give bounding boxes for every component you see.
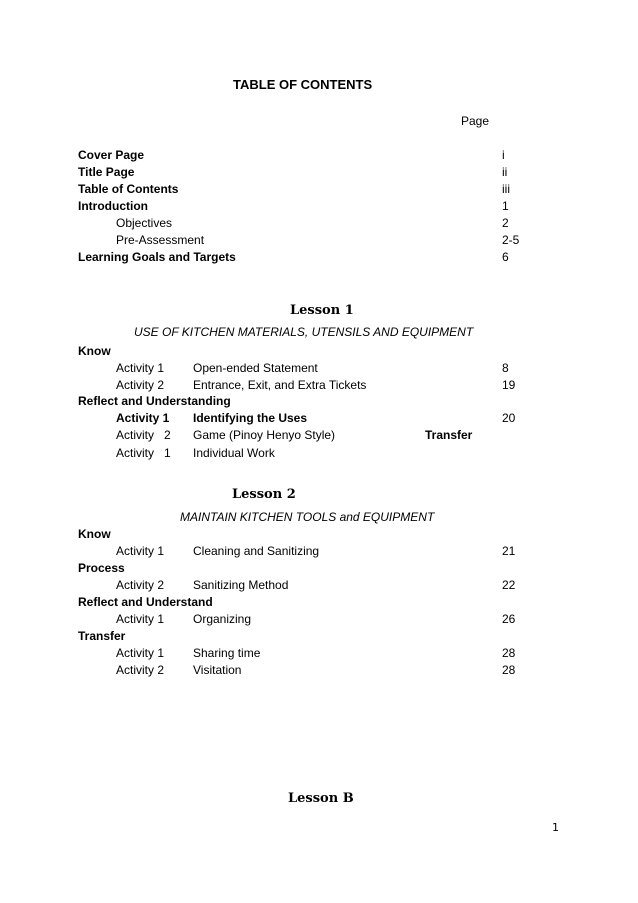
lesson-2-transfer-activity-label: Activity 1 xyxy=(116,646,165,660)
toc-entry-learning-goals: Learning Goals and Targets xyxy=(78,250,236,264)
toc-entry-title-page: Title Page xyxy=(78,165,135,179)
lesson-2-know-activity-label: Activity 1 xyxy=(116,544,165,558)
lesson-2-reflect-heading: Reflect and Understand xyxy=(78,595,213,609)
lesson-2-process-activity-label: Activity 2 xyxy=(116,578,165,592)
toc-entry-pre-assessment: Pre-Assessment xyxy=(116,233,205,247)
lesson-2-know-activity-name: Cleaning and Sanitizing xyxy=(193,544,320,558)
lesson-1-reflect-activity-name: Individual Work xyxy=(193,446,275,460)
toc-entry-table-of-contents: Table of Contents xyxy=(78,182,179,196)
lesson-2-know-heading: Know xyxy=(78,527,111,541)
lesson-2-transfer-activity-page: 28 xyxy=(502,663,516,677)
lesson-1-know-activity-label: Activity 2 xyxy=(116,378,165,392)
lesson-2-transfer-activity-name: Visitation xyxy=(193,663,242,677)
lesson-1-reflect-activity-page: 20 xyxy=(502,411,516,425)
lesson-2-reflect-activity-label: Activity 1 xyxy=(116,612,165,626)
toc-entry-objectives: Objectives xyxy=(116,216,173,230)
toc-page-objectives: 2 xyxy=(502,216,509,230)
lesson-2-process-activity-page: 22 xyxy=(502,578,516,592)
page-column-label: Page xyxy=(461,114,490,128)
lesson-2-process-heading: Process xyxy=(78,561,125,575)
lesson-1-know-activity-page: 19 xyxy=(502,378,516,392)
page-number: 1 xyxy=(552,821,559,834)
lesson-1-transfer-label: Transfer xyxy=(425,428,473,442)
toc-page-title: ii xyxy=(502,165,508,179)
lesson-2-reflect-activity-page: 26 xyxy=(502,612,516,626)
toc-page-learning-goals: 6 xyxy=(502,250,509,264)
lesson-2-reflect-activity-name: Organizing xyxy=(193,612,252,626)
lesson-2-transfer-activity-label: Activity 2 xyxy=(116,663,165,677)
lesson-2-heading: Lesson 2 xyxy=(232,487,296,502)
lesson-1-know-activity-page: 8 xyxy=(502,361,509,375)
lesson-1-reflect-activity-label: Activity 1 xyxy=(116,411,170,425)
lesson-1-know-activity-name: Entrance, Exit, and Extra Tickets xyxy=(193,378,367,392)
lesson-2-transfer-heading: Transfer xyxy=(78,629,126,643)
toc-page-cover: i xyxy=(502,148,505,162)
toc-title: TABLE OF CONTENTS xyxy=(233,77,373,92)
lesson-2-process-activity-name: Sanitizing Method xyxy=(193,578,289,592)
lesson-1-heading: Lesson 1 xyxy=(290,303,354,318)
toc-page-introduction: 1 xyxy=(502,199,509,213)
lesson-b-heading: Lesson B xyxy=(288,791,354,806)
lesson-1-know-activity-label: Activity 1 xyxy=(116,361,165,375)
lesson-1-reflect-heading: Reflect and Understanding xyxy=(78,394,231,408)
lesson-1-reflect-activity-name: Identifying the Uses xyxy=(193,411,308,425)
lesson-1-subtitle: USE OF KITCHEN MATERIALS, UTENSILS AND EQUIPMENT xyxy=(134,325,474,339)
lesson-2-subtitle: MAINTAIN KITCHEN TOOLS and EQUIPMENT xyxy=(180,510,435,524)
lesson-1-reflect-activity-name: Game (Pinoy Henyo Style) xyxy=(193,428,336,442)
lesson-1-reflect-activity-label: Activity 2 xyxy=(116,428,171,442)
lesson-1-reflect-activity-label: Activity 1 xyxy=(116,446,171,460)
lesson-1-know-activity-name: Open-ended Statement xyxy=(193,361,318,375)
lesson-1-know-heading: Know xyxy=(78,344,111,358)
toc-entry-cover-page: Cover Page xyxy=(78,148,145,162)
toc-page-pre-assessment: 2-5 xyxy=(502,233,520,247)
toc-entry-introduction: Introduction xyxy=(78,199,148,213)
lesson-2-transfer-activity-name: Sharing time xyxy=(193,646,261,660)
lesson-2-know-activity-page: 21 xyxy=(502,544,516,558)
toc-page-contents: iii xyxy=(502,182,510,196)
lesson-2-transfer-activity-page: 28 xyxy=(502,646,516,660)
